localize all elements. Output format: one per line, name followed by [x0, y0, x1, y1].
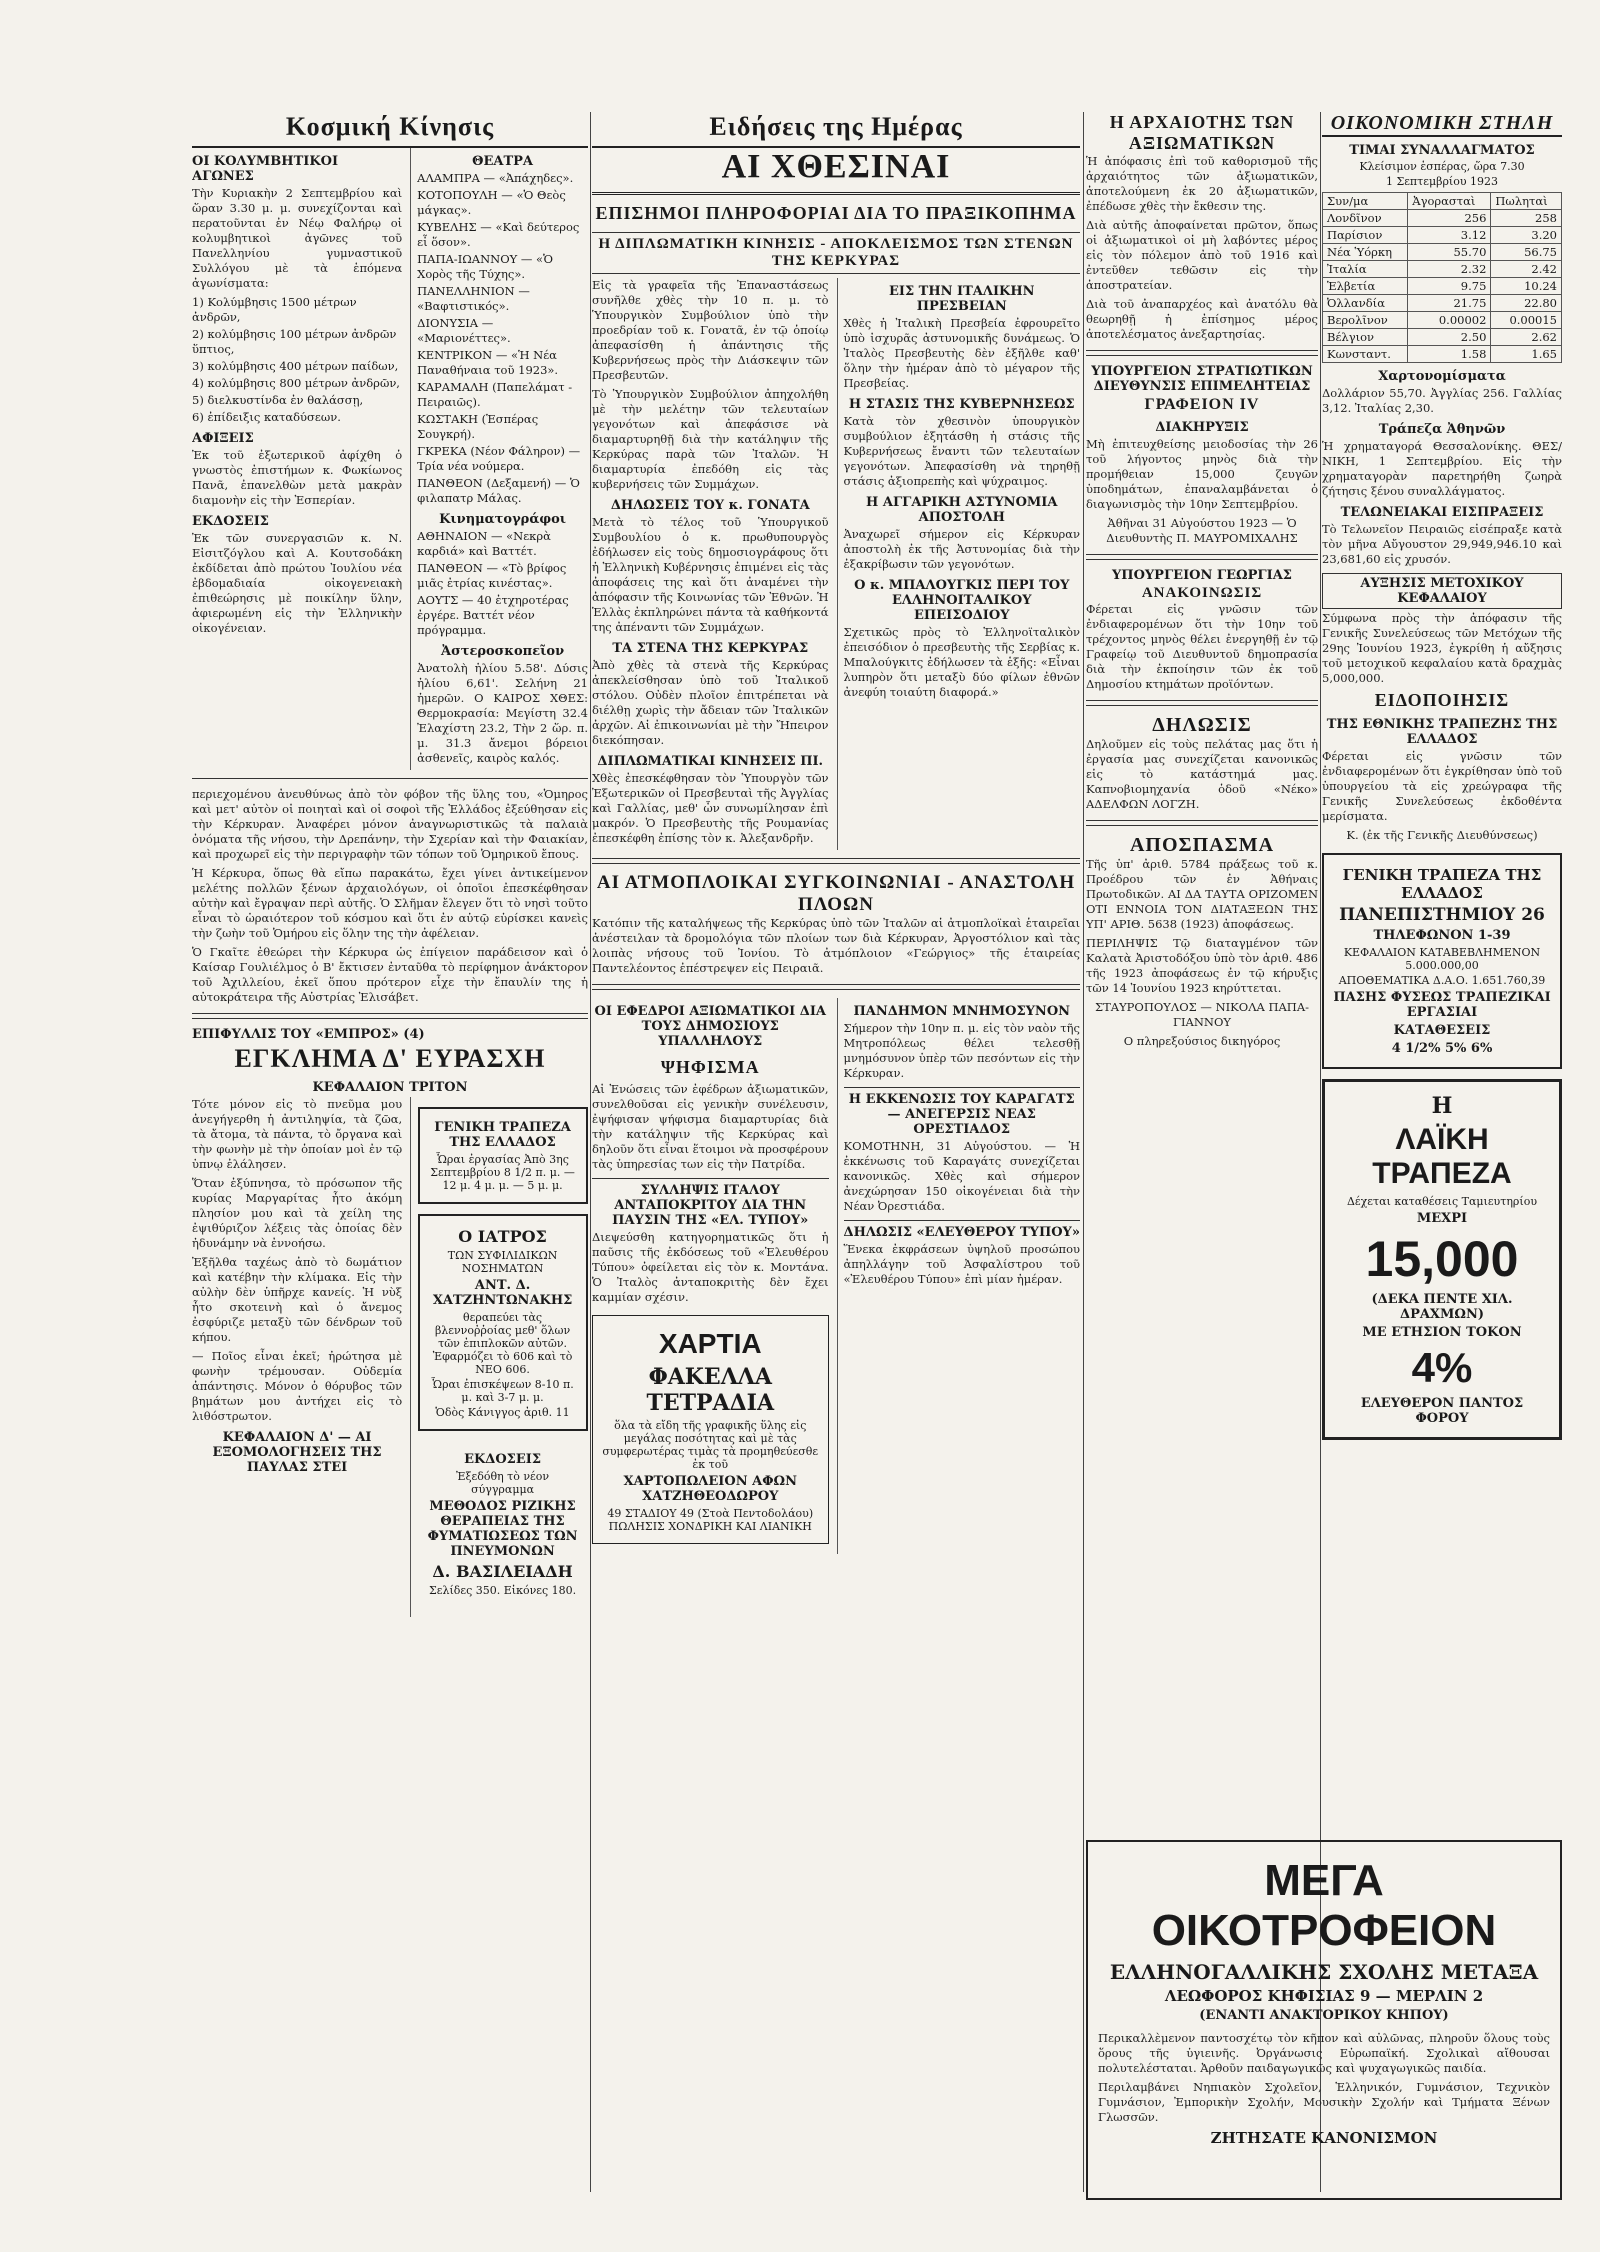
serial-chapter: ΚΕΦΑΛΑΙΟΝ ΤΡΙΤΟΝ: [312, 1080, 468, 1095]
police-heading: Η ΑΓΓΑΡΙΚΗ ΑΣΤΥΝΟΜΙΑ ΑΠΟΣΤΟΛΗ: [866, 495, 1058, 525]
buy-cell: 256: [1408, 210, 1491, 227]
swim-text: Τὴν Κυριακὴν 2 Σεπτεμβρίου καὶ ὥραν 3.30 μ. μ. συνεχίζονται καὶ περατοῦνται ἐν Νέῳ Φαλήρῳ οἱ κολυμβητικοὶ ἀγῶνες τοῦ Πανελληνίου γυμναστικοῦ Συλλόγου μὲ τὰ ἑπόμενα ἀγωνίσματα:: [192, 186, 403, 290]
summary-text: ΠΕΡΙΛΗΨΙΣ Τῷ διαταγμένον τῶν Καλατὰ Ἀριστοδόξου ὑπὸ τὸν ἀριθ. 486 τῆς 1923 ἀποφάσεως ἐν τῷ κήρυξις τῶν 14 Ἰουνίου 1923 κηρύττεται.: [1086, 936, 1318, 995]
currency-cell: Κωνσταντ.: [1323, 346, 1408, 363]
bank-hours-title: ΓΕΝΙΚΗ ΤΡΑΠΕΖΑ ΤΗΣ ΕΛΛΑΔΟΣ: [434, 1120, 571, 1150]
doctor-hours: Ὧραι ἐπισκέψεων 8-10 π. μ. καὶ 3-7 μ. μ.: [431, 1378, 574, 1404]
sell-cell: 2.42: [1491, 261, 1562, 278]
book-ad: [420, 1441, 586, 1607]
boarding-school-text: Περικαλλὲμενον παντοσχέτῳ τὸν κῆπον καὶ αὐλῶνας, πληροῦν ὅλους τοὺς ὅρους τῆς ὑγιεινῆς. Ὀργάνωσις Εὐρωπαϊκή. Σχολικαὶ αἴθουσαι πολυτελέσταται. Ἀρθοῦν παιδαγωγικῶς καὶ ψυχαγωγικῶς παιδία.: [1098, 2031, 1550, 2075]
shipping-text: Κατόπιν τῆς καταλήψεως τῆς Κερκύρας ὑπὸ τῶν Ἰταλῶν αἱ ἀτμοπλοϊκαὶ ἑταιρεῖαι ἀνέστειλαν τὰ δρομολόγια τῶν πλοίων των διὰ Κέρκυραν, Ἀργοστόλιον καὶ τὰς λοιπὰς νήσους τοῦ Ἰονίου. Τὸ ἀτμόπλοιον «Γεώργιος» τῆς ἑταιρείας Παντελέοντος ἐπέστρεψεν εἰς Πειραιᾶ.: [592, 916, 1080, 975]
sell-cell: 2.62: [1491, 329, 1562, 346]
serial-text: — Ποῖος εἶναι ἐκεῖ; ἠρώτησα μὲ φωνὴν τρέμουσαν. Οὐδεμία ἀπάντησις. Μόνον ὁ θόρυβος τῶν βημάτων μου ἀντήχει εἰς τὸ λιθόστρωτον.: [192, 1349, 403, 1423]
table-row: [1323, 244, 1562, 261]
diplomacy-heading: ΔΙΠΛΩΜΑΤΙΚΑΙ ΚΙΝΗΣΕΙΣ ΠΙ.: [597, 754, 824, 769]
capital-heading: ΑΥΞΗΣΙΣ ΜΕΤΟΧΙΚΟΥ ΚΕΦΑΛΑΙΟΥ: [1322, 573, 1562, 609]
press-text: Διεψεύσθη κατηγορηματικῶς ὅτι ἡ παῦσις τῆς ἐκδόσεως τοῦ «Ἐλευθέρου Τύπου» ὀφείλεται εἰς τὸν κ. Μοντάνα. Ὁ Ἰταλὸς ἀνταποκριτὴς δὲν ἔχει καμμίαν σχέσιν.: [592, 1230, 829, 1304]
stationery-subtitle: ΦΑΚΕΛΛΑ ΤΕΤΡΑΔΙΑ: [646, 1364, 775, 1416]
lawyer-title: Ο πληρεξούσιος δικηγόρος: [1123, 1034, 1281, 1048]
theatre-item: ΔΙΟΝΥΣΙΑ — «Μαριονέττες».: [417, 316, 511, 345]
orestiada-heading: Η ΕΚΚΕΝΩΣΙΣ ΤΟΥ ΚΑΡΑΓΑΤΣ — ΑΝΕΓΕΡΣΙΣ ΝΕΑΣ ΟΡΕΣΤΙΑΔΟΣ: [844, 1087, 1081, 1137]
currency-cell: Βερολῖνον: [1323, 312, 1408, 329]
orestiada-text: ΚΟΜΟΤΗΝΗ, 31 Αὐγούστου. — Ἡ ἐκκένωσις τοῦ Καραγάτς συνεχίζεται κανονικῶς. Χθὲς καὶ σήμερον ἀνεχώρησαν 150 οἰκογένειαι διὰ τὴν Νέαν Ὀρεστιάδα.: [843, 1139, 1080, 1213]
theatre-item: ΚΥΒΕΛΗΣ — «Καὶ δεύτερος εἶ ὅσον».: [417, 220, 580, 249]
customs-heading: ΤΕΛΩΝΕΙΑΚΑΙ ΕΙΣΠΡΑΞΕΙΣ: [1340, 505, 1544, 520]
buy-cell: 2.50: [1408, 329, 1491, 346]
divider: [1086, 350, 1318, 356]
popular-bank-amount: 15,000: [1365, 1231, 1519, 1287]
boarding-school-text: Περιλαμβάνει Νηπιακὸν Σχολεῖον, Ἑλληνικόν, Γυμνάσιον, Τεχνικὸν Γυμνάσιον, Ἐμπορικὴν Σχολήν, Μουσικὴν Σχολήν καὶ Τμήματα Ξένων Γλωσσῶν.: [1098, 2080, 1550, 2124]
serial-title: ΕΓΚΛΗΜΑ Δ' ΕΥΡΑΣΧΗ: [234, 1044, 546, 1073]
swim-heading: ΟΙ ΚΟΛΥΜΒΗΤΙΚΟΙ ΑΓΩΝΕΣ: [192, 154, 339, 184]
lead-text: Εἰς τὰ γραφεῖα τῆς Ἐπαναστάσεως συνῆλθε χθὲς τὴν 10 π. μ. τὸ Ὑπουργικὸν Συμβούλιον ὑπὸ τὴν προεδρίαν τοῦ κ. Γονατᾶ, ἐν τῷ ὁποίῳ ἀπεφασίσθη ἡ ἀπάντησις τῆς Κυβερνήσεως πρὸς τὴν Διάσκεψιν τῶν Πρεσβευτῶν.: [592, 278, 829, 382]
table-row: [1323, 278, 1562, 295]
divider: [1086, 700, 1318, 706]
popular-bank-rate: 4%: [1411, 1344, 1473, 1391]
theatre-heading: ΘΕΑΤΡΑ: [472, 154, 533, 169]
popular-bank-article: Η: [1431, 1093, 1453, 1119]
currency-cell: Ἰταλία: [1323, 261, 1408, 278]
buy-cell: 0.00002: [1408, 312, 1491, 329]
banknotes-text: Δολλάριον 55,70. Ἀγγλίας 256. Γαλλίας 3,12. Ἰταλίας 2,30.: [1322, 386, 1562, 415]
serial-text: Τότε μόνον εἰς τὸ πνεῦμα μου ἀνεγήγερθη ἡ ἀντιληψία, τὰ ζῶα, τὰ ἄτομα, τὰ πάντα, τὸ ὄργανα καὶ τὴν φωνὴν μὲ τὴν ὁποίαν μοὶ ἐν τῷ ὑπνῳ ἐλάλησεν.: [192, 1097, 403, 1171]
table-row: [1323, 210, 1562, 227]
ministry-proclamation: ΔΙΑΚΗΡΥΞΙΣ: [1155, 420, 1249, 435]
serial-next-chapter: ΚΕΦΑΛΑΙΟΝ Δ' — ΑΙ ΕΞΟΜΟΛΟΓΗΣΕΙΣ ΤΗΣ ΠΑΥΛΑΣ ΣΤΕΙ: [212, 1430, 382, 1475]
bank-heading: Τράπεζα Ἀθηνῶν: [1378, 422, 1506, 437]
finance-title: ΟΙΚΟΝΟΜΙΚΗ ΣΤΗΛΗ: [1322, 112, 1562, 137]
buy-cell: 1.58: [1408, 346, 1491, 363]
race-item: 1) Κολύμβησις 1500 μέτρων ἀνδρῶν,: [192, 295, 357, 324]
stationery-shop: ΧΑΡΤΟΠΩΛΕΙΟΝ ΑΦΩΝ ΧΑΤΖΗΘΕΟΔΩΡΟΥ: [623, 1474, 797, 1504]
theatre-item: ΚΟΤΟΠΟΥΛΗ — «Ὁ Θεὸς μάγκας».: [417, 188, 566, 217]
divider: [592, 858, 1080, 864]
fx-table: [1322, 192, 1562, 363]
divider: [1086, 554, 1318, 560]
general-bank-reserves: ΑΠΟΘΕΜΑΤΙΚΑ Δ.Α.Ο. 1.651.760,39: [1338, 974, 1546, 987]
press-heading: ΣΥΛΛΗΨΙΣ ΙΤΑΛΟΥ ΑΝΤΑΠΟΚΡΙΤΟΥ ΔΙΑ ΤΗΝ ΠΑΥΣΙΝ ΤΗΣ «ΕΛ. ΤΥΠΟΥ»: [592, 1178, 829, 1228]
book-heading: ΕΚΔΟΣΕΙΣ: [464, 1452, 542, 1467]
boarding-school-address: ΛΕΩΦΟΡΟΣ ΚΗΦΙΣΙΑΣ 9 — ΜΕΡΛΙΝ 2: [1164, 1987, 1484, 2005]
arrivals-heading: ΑΦΙΞΕΙΣ: [192, 431, 254, 446]
sell-cell: 22.80: [1491, 295, 1562, 312]
theatre-item: ΠΑΝΕΛΛΗΝΙΟΝ — «Βαφτιστικός».: [417, 284, 530, 313]
boarding-school-title: ΜΕΓΑ ΟΙΚΟΤΡΟΦΕΙΟΝ: [1151, 1856, 1497, 1955]
cinema-item: ΠΑΝΘΕΟΝ — «Τὸ βρίφος μιᾶς ἐτρίας κινέστας».: [417, 561, 567, 590]
boarding-school-cta: ΖΗΤΗΣΑΤΕ ΚΑΝΟΝΙΣΜΟΝ: [1210, 2129, 1438, 2147]
doctor-ad: [418, 1214, 588, 1431]
table-row: [1323, 346, 1562, 363]
boarding-school-ad: [1086, 1840, 1562, 2200]
currency-cell: Βέλγιον: [1323, 329, 1408, 346]
column-header: Πωληταὶ: [1491, 193, 1562, 210]
cinema-heading: Κινηματογράφοι: [439, 512, 567, 527]
excerpt-text: Τῆς ὑπ' ἀριθ. 5784 πράξεως τοῦ κ. Προέδρου τῶν ἐν Ἀθήναις Πρωτοδικῶν. ΑΙ ΔΑ ΤΑΥΤΑ ΟΡΙΖΟΜΕΝ ΟΤΙ ΕΝΝΟΙΑ ΤΟΝ ΔΙΑΤΑΞΕΩΝ ΤΗΣ ΥΠ' ΑΡΙΘ. 5638 (1923) ἀποφάσεως.: [1086, 857, 1318, 931]
bank-hours-text: Ὧραι ἐργασίας Ἀπὸ 3ης Σεπτεμβρίου 8 1/2 π. μ. — 12 μ. 4 μ. μ. — 5 μ. μ.: [430, 1153, 575, 1192]
race-item: 6) ἐπίδειξις καταδύσεων.: [192, 410, 341, 424]
buy-cell: 3.12: [1408, 227, 1491, 244]
popular-bank-interest-label: ΜΕ ΕΤΗΣΙΟΝ ΤΟΚΟΝ: [1362, 1325, 1522, 1340]
race-item: 5) διελκυστίνδα ἐν θαλάσσῃ,: [192, 393, 364, 407]
shipping-headline: ΑΙ ΑΤΜΟΠΛΟΙΚΑΙ ΣΥΓΚΟΙΝΩΝΙΑΙ - ΑΝΑΣΤΟΛΗ ΠΛΟΩΝ: [596, 872, 1076, 915]
ministry-text: Μὴ ἐπιτευχθείσης μειοδοσίας τὴν 26 τοῦ λήγοντος μηνὸς διὰ τὴν προμήθειαν 15,000 ζευγῶν ὑποδημάτων, ἐπαναλαμβάνεται ὁ διαγωνισμὸς τὴν 10ην Σεπτεμβρίου.: [1086, 437, 1318, 511]
middle-column: [592, 112, 1080, 1554]
left-column: [192, 112, 588, 1617]
officers-headline: Η ΑΡΧΑΙΟΤΗΣ ΤΩΝ ΑΞΙΩΜΑΤΙΚΩΝ: [1109, 112, 1295, 153]
government-stance-text: Κατὰ τὸν χθεσινὸν ὑπουργικὸν συμβούλιον ἐξητάσθη ἡ στάσις τῆς Κυβερνήσεως ἔναντι τῶν τελευταίων γεγονότων. Ἀπεφασίσθη νὰ τηρηθῇ στάσις ἀξιοπρεπὴς καὶ ψύχραιμος.: [843, 414, 1080, 488]
article-text: Ἡ Κέρκυρα, ὅπως θὰ εἴπω παρακάτω, ἔχει γίνει ἀντικείμενον μελέτης πολλῶν ξένων ἀρχαιολόγων, οἱ ὁποῖοι ἐπεσκέφθησαν αὐτὴν καὶ ἔγραψαν περὶ αὐτῆς. Ὁ Σλῆμαν ἔλεγεν ὅτι τὸ νησὶ τοῦτο εἶναι τὸ ὡραιότερον τοῦ κόσμου καὶ ὅτι ἐν αὐτῷ εὑρίσκει κανεὶς τὴν ζωὴν τοῦ Ὁμήρου εἰς ὅλην της τὴν ἀφέλειαν.: [192, 866, 588, 940]
general-bank-address: ΠΑΝΕΠΙΣΤΗΜΙΟΥ 26: [1339, 905, 1545, 925]
divider: [192, 778, 588, 779]
sell-cell: 258: [1491, 210, 1562, 227]
theatre-item: ΠΑΠΑ-ΙΩΑΝΝΟΥ — «Ὁ Χορὸς τῆς Τύχης».: [417, 252, 553, 281]
italy-embassy-heading: ΕΙΣ ΤΗΝ ΙΤΑΛΙΚΗΝ ΠΡΕΣΒΕΙΑΝ: [888, 284, 1035, 314]
general-bank-operations: ΠΑΣΗΣ ΦΥΣΕΩΣ ΤΡΑΠΕΖΙΚΑΙ ΕΡΓΑΣΙΑΙ: [1333, 990, 1551, 1020]
currency-cell: Ὀλλανδία: [1323, 295, 1408, 312]
popular-bank-title: ΛΑΪΚΗ ΤΡΑΠΕΖΑ: [1372, 1123, 1512, 1190]
general-bank-title: ΓΕΝΙΚΗ ΤΡΑΠΕΖΑ ΤΗΣ ΕΛΛΑΔΟΣ: [1342, 866, 1542, 902]
table-header-row: [1323, 193, 1562, 210]
lead-subheadline-2: Η ΔΙΠΛΩΜΑΤΙΚΗ ΚΙΝΗΣΙΣ - ΑΠΟΚΛΕΙΣΜΟΣ ΤΩΝ ΣΤΕΝΩΝ ΤΗΣ ΚΕΡΚΥΡΑΣ: [592, 232, 1080, 274]
boarding-school-name: ΕΛΛΗΝΟΓΑΛΛΙΚΗΣ ΣΧΟΛΗΣ ΜΕΤΑΞΑ: [1109, 1960, 1539, 1984]
sell-cell: 0.00015: [1491, 312, 1562, 329]
publications-text: Ἐκ τῶν συνεργασιῶν κ. Ν. Εἰσιτζόγλου καὶ Α. Κουτσοδάκη ἐκδίδεται ἀπὸ πρώτου Ἰουλίου νέα ἐβδομαδιαία οἰκογενειακὴ ἐπιθεώρησις μὲ ποικίλην ὕλην, ἀφιερωμένη εἰς τὴν Ἑλληνικὴν οἰκογένειαν.: [192, 531, 403, 635]
sell-cell: 56.75: [1491, 244, 1562, 261]
doctor-sub: ΤΩΝ ΣΥΦΙΛΙΔΙΚΩΝ ΝΟΣΗΜΑΤΩΝ: [447, 1249, 558, 1275]
buy-cell: 21.75: [1408, 295, 1491, 312]
observatory-heading: Ἀστεροσκοπεῖον: [441, 644, 565, 659]
free-press-heading: ΔΗΛΩΣΙΣ «ΕΛΕΥΘΕΡΟΥ ΤΥΠΟΥ»: [844, 1220, 1081, 1240]
serbia-text: Σχετικῶς πρὸς τὸ Ἑλληνοϊταλικὸν ἐπεισόδιον ὁ πρεσβευτὴς τῆς Σερβίας κ. Μπαλούγκιτς ἐδήλωσεν τὰ ἑξῆς: «Εἶναι λυπηρὸν ὅτι μεταξὺ δύο φίλων ἐθνῶν ἀνεφύη τοιαύτη διαφορά.»: [843, 625, 1080, 699]
lawyer-name: ΣΤΑΥΡΟΠΟΥΛΟΣ — ΝΙΚΟΛΑ ΠΑΠΑ-ΓΙΑΝΝΟΥ: [1094, 1000, 1310, 1029]
table-row: [1323, 312, 1562, 329]
column-divider: [1083, 112, 1084, 2192]
officers-text: Διὰ αὐτῆς ἀποφαίνεται πρῶτον, ὅπως οἱ ἀξιωματικοὶ οἱ μὴ λαβόντες μέρος εἰς τὸν πόλεμον ἀπὸ τοῦ 1916 καὶ ἐντεῦθεν τεθῶσιν εἰς τὴν ἀποστρατείαν.: [1086, 218, 1318, 292]
general-bank-rates: 4 1/2% 5% 6%: [1391, 1041, 1493, 1056]
doctor-text: θεραπεύει τὰς βλεννοῤῥοίας μεθ' ὅλων τῶν ἐπιπλοκῶν αὐτῶν. Ἐφαρμόζει τὸ 606 καὶ τὸ ΝΕΟ 606.: [432, 1311, 573, 1376]
left-top-split: [192, 148, 588, 770]
agriculture-heading: ΥΠΟΥΡΓΕΙΟΝ ΓΕΩΡΓΙΑΣ: [1112, 568, 1292, 583]
notice-text: Φέρεται εἰς γνῶσιν τῶν ἐνδιαφερομένων ὅτι ἐγκρίθησαν ὑπὸ τοῦ ὑπουργείου τὰ εἰς χρεώγραφα τῆς Γενικῆς Συνελεύσεως ἐκδοθέντα μερίσματα.: [1322, 749, 1562, 823]
serial-header: ΕΠΙΦΥΛΛΙΣ ΤΟΥ «ΕΜΠΡΟΣ» (4): [192, 1027, 425, 1042]
ministry-signature: Ἀθῆναι 31 Αὐγούστου 1923 — Ὁ Διευθυντὴς Π. ΜΑΥΡΟΜΙΧΑΛΗΣ: [1106, 516, 1298, 545]
police-text: Ἀναχωρεῖ σήμερον εἰς Κέρκυραν ἀποστολὴ ἐκ τῆς Ἀστυνομίας διὰ τὴν ἐξακρίβωσιν τῶν γεγονότων.: [843, 527, 1080, 571]
officers-text: Διὰ τοῦ ἀναπαρχέος καὶ ἀνατόλυ θὰ θεωρηθῇ ἡ ἐπίσημος μέρος ἀποτελέσματος ἀνεξαρτησίας.: [1086, 297, 1318, 341]
agriculture-notice: ΑΝΑΚΟΙΝΩΣΙΣ: [1141, 585, 1263, 601]
serial-text: Ἐξῆλθα ταχέως ἀπὸ τὸ δωμάτιον καὶ κατέβην τὴν κλίμακα. Εἰς τὴν αὐλὴν δὲν ὑπῆρχε κανείς. Ἡ νὺξ ἦτο σκοτεινὴ καὶ ὁ ἄνεμος ἐσφύριζε μεταξὺ τῶν δένδρων τοῦ κήπου.: [192, 1255, 403, 1344]
table-row: [1323, 295, 1562, 312]
article-text: Ὁ Γκαῖτε ἐθεώρει τὴν Κέρκυρα ὡς ἐπίγειον παράδεισον καὶ ὁ Καίσαρ Γουλιέλμος ὁ Β' ἔκτισεν ἐνταῦθα τὸ περίφημον ἀνάκτορον τοῦ Ἀχιλλείου, ἐκεῖ ὅπου πρότερον εἶχε τὴν ἔπαυλίν της ἡ αὐτοκράτειρα τῆς Αὐστρίας Ἐλισάβετ.: [192, 945, 588, 1004]
divider: [192, 1013, 588, 1019]
memorial-text: Σήμερον τὴν 10ην π. μ. εἰς τὸν ναὸν τῆς Μητροπόλεως θέλει τελεσθῇ μνημόσυνον ὑπὲρ τῶν πεσόντων εἰς τὴν Κέρκυραν.: [843, 1021, 1080, 1080]
theatre-item: ΚΩΣΤΑΚΗ (Ἑσπέρας Σουγκρή).: [417, 412, 539, 441]
excerpt-heading: ΑΠΟΣΠΑΣΜΑ: [1129, 834, 1275, 856]
section-title-news: Ειδήσεις της Ημέρας: [592, 112, 1080, 148]
popular-bank-ad: [1322, 1079, 1562, 1440]
stationery-title: ΧΑΡΤΙΑ: [658, 1328, 762, 1359]
buy-cell: 55.70: [1408, 244, 1491, 261]
publications-heading: ΕΚΔΟΣΕΙΣ: [192, 514, 269, 529]
column-divider: [590, 112, 591, 2192]
divider: [592, 984, 1080, 990]
popular-bank-tax-free: ΕΛΕΥΘΕΡΟΝ ΠΑΝΤΟΣ ΦΟΡΟΥ: [1360, 1396, 1524, 1426]
general-bank-deposits: ΚΑΤΑΘΕΣΕΙΣ: [1393, 1023, 1491, 1038]
column-header: Ἀγορασταὶ: [1408, 193, 1491, 210]
lead-text: Τὸ Ὑπουργικὸν Συμβούλιον ἀπηχολήθη μὲ τὴν μελέτην τῶν τελευταίων γεγονότων καὶ ἀπεφάσισε νὰ διαμαρτυρηθῇ διὰ τὴν κατάληψιν τῆς Κερκύρας παρὰ τῶν Ἰταλῶν. Ἡ διαμαρτυρία ἐπεδόθη εἰς τὰς κυβερνήσεις τῶν Συμμάχων.: [592, 387, 829, 491]
serial-text: Ὅταν ἐξύπνησα, τὸ πρόσωπον τῆς κυρίας Μαργαρίτας ἦτο ἀκόμη πλησίον μου καὶ τὰ χείλη της ἐψιθύριζον λέξεις τὰς ὁποίας δὲν ἠδυνάμην νὰ ἐννοήσω.: [192, 1176, 403, 1250]
gonatas-heading: ΔΗΛΩΣΕΙΣ ΤΟΥ κ. ΓΟΝΑΤΑ: [610, 498, 810, 513]
agriculture-text: Φέρεται εἰς γνῶσιν τῶν ἐνδιαφερομένων ὅτι τὴν 10ην τοῦ τρέχοντος μηνὸς θέλει ἐνεργηθῇ ἐν τῷ Γραφείῳ τοῦ Διευθυντοῦ δημοπρασία διὰ τὴν ἐκποίησιν τῶν ἐκ τοῦ Δημοσίου κτημάτων προϊόντων.: [1086, 602, 1318, 691]
fx-heading: ΤΙΜΑΙ ΣΥΝΑΛΛΑΓΜΑΤΟΣ: [1349, 143, 1535, 158]
article-text: περιεχομένου ἀνευθύνως ἀπὸ τὸν φόβον τῆς ὕλης του, «Ὁμηρος καὶ μετ' αὐτὸν οἱ ποιηταὶ καὶ οἱ σοφοὶ τῆς Ἑλλάδος ἐξεύθησαν εἰς τὴν Κέρκυραν. Ἀναφέρει μόνον ἀναγνωριστικῶς τὰ παλαιὰ ὀνόματα τῆς νήσου, τὴν Δρεπάνην, τὴν Σχερίαν καὶ τὴν Φαιακίαν, καὶ προχωρεῖ εἰς τὴν περιγραφὴν τῶν τόπων τοῦ Ὁμηρικοῦ ἔπους.: [192, 787, 588, 861]
free-press-text: Ἕνεκα ἐκφράσεων ὑψηλοῦ προσώπου ἀπηλλάγην τοῦ Ἀσφαλίστρου τοῦ «Ἐλευθέρου Τύπου» ἐπὶ μίαν ἡμέραν.: [843, 1242, 1080, 1286]
fx-close-time: Κλείσιμον ἑσπέρας, ὥρα 7.30: [1359, 160, 1525, 173]
book-sub: Ἐξεδόθη τὸ νέον σύγγραμμα: [456, 1470, 550, 1496]
resolution-text: Αἱ Ἑνώσεις τῶν ἐφέδρων ἀξιωματικῶν, συνελθοῦσαι εἰς γενικὴν συνέλευσιν, ἐψήφισαν ψήφισμα διαμαρτυρίας διὰ τὴν κατάληψιν τῆς Κερκύρας καὶ δηλοῦν ὅτι εἶναι ἕτοιμοι νὰ προσφέρουν τὰς ὑπηρεσίας των εἰς τὴν Πατρίδα.: [592, 1082, 829, 1171]
notice-sub: ΤΗΣ ΕΘΝΙΚΗΣ ΤΡΑΠΕΖΗΣ ΤΗΣ ΕΛΛΑΔΟΣ: [1326, 717, 1558, 747]
cinema-item: ΑΟΥΤΣ — 40 ἐτχηροτέρας ἐργέρε. Βαττέτ νέον πρόγραμμα.: [417, 593, 569, 637]
table-row: [1323, 329, 1562, 346]
boarding-school-address-note: (ΕΝΑΝΤΙ ΑΝΑΚΤΟΡΙΚΟΥ ΚΗΠΟΥ): [1199, 2008, 1449, 2023]
book-pages: Σελίδες 350. Εἰκόνες 180.: [429, 1584, 577, 1597]
italy-embassy-text: Χθὲς ἡ Ἰταλικὴ Πρεσβεία ἐφρουρεῖτο ὑπὸ ἰσχυρᾶς ἀστυνομικῆς δυνάμεως. Ὁ Ἰταλὸς Πρεσβευτὴς δὲν ἐξῆλθε καθ' ὅλην τὴν ἡμέραν ἀπὸ τὸ μέγαρον τῆς Πρεσβείας.: [843, 316, 1080, 390]
race-item: 4) κολύμβησις 800 μέτρων ἀνδρῶν,: [192, 376, 400, 390]
popular-bank-words: (ΔΕΚΑ ΠΕΝΤΕ ΧΙΛ. ΔΡΑΧΜΩΝ): [1371, 1292, 1513, 1322]
lead-subheadline: ΕΠΙΣΗΜΟΙ ΠΛΗΡΟΦΟΡΙΑΙ ΔΙΑ ΤΟ ΠΡΑΞΙΚΟΠΗΜΑ: [595, 203, 1077, 223]
general-bank-phone: ΤΗΛΕΦΩΝΟΝ 1-39: [1373, 928, 1511, 943]
section-title-social: Κοσμική Κίνησις: [192, 112, 588, 148]
stationery-text: ὅλα τὰ εἴδη τῆς γραφικῆς ὕλης εἰς μεγάλας ποσότητας καὶ μὲ τὰς συμφερωτέρας τιμὰς τὰ προμηθεύεσθε ἐκ τοῦ: [602, 1419, 819, 1471]
theatre-item: ΚΑΡΑΜΑΛΗ (Παπελάματ - Πειραιῶς).: [417, 380, 573, 409]
notice-signature: Κ. (ἐκ τῆς Γενικῆς Διευθύνσεως): [1346, 828, 1538, 842]
sell-cell: 1.65: [1491, 346, 1562, 363]
gonatas-text: Μετὰ τὸ τέλος τοῦ Ὑπουργικοῦ Συμβουλίου ὁ κ. πρωθυπουργὸς ἐδήλωσεν εἰς τοὺς δημοσιογράφους ὅτι ἡ Ἑλληνικὴ Κυβέρνησις ἐπιμένει εἰς τὰς ἀποφάσεις της καὶ ὅτι ἀναμένει τὴν ἀπόφασιν τῆς Κοινωνίας τῶν Ἐθνῶν. Ἡ Ἑλλὰς ἐκπληρώνει πάντα τὰ καθήκοντά της ἀπέναντι τῶν Συμμάχων.: [592, 515, 829, 634]
straits-text: Ἀπὸ χθὲς τὰ στενὰ τῆς Κερκύρας ἀπεκλείσθησαν ὑπὸ τοῦ Ἰταλικοῦ στόλου. Οὐδὲν πλοῖον ἐπιτρέπεται νὰ διέλθῃ χωρὶς τὴν ἄδειαν τῶν Ἰταλικῶν ἀρχῶν. Αἱ ἐπικοινωνίαι μὲ τὴν Ἤπειρον διεκόπησαν.: [592, 658, 829, 747]
government-stance-heading: Η ΣΤΑΣΙΣ ΤΗΣ ΚΥΒΕΡΝΗΣΕΩΣ: [848, 397, 1075, 412]
table-row: [1323, 261, 1562, 278]
notice-heading: ΕΙΔΟΠΟΙΗΣΙΣ: [1374, 690, 1510, 710]
race-item: 2) κολύμβησις 100 μέτρων ἀνδρῶν ὕπτιος,: [192, 327, 397, 356]
doctor-address: Ὁδὸς Κάνιγγος ἀριθ. 11: [435, 1406, 570, 1419]
currency-cell: Ἑλβετία: [1323, 278, 1408, 295]
capital-text: Σύμφωνα πρὸς τὴν ἀπόφασιν τῆς Γενικῆς Συνελεύσεως τῶν Μετόχων τῆς 29ης Ἰουνίου 1923, ἐγκρίθη ἡ αὔξησις τοῦ μετοχικοῦ κεφαλαίου κατὰ δραχμὰς 5,000,000.: [1322, 611, 1562, 685]
theatre-item: ΚΕΝΤΡΙΚΟΝ — «Ἡ Νέα Παναθήναια τοῦ 1923».: [417, 348, 559, 377]
declaration-heading: ΔΗΛΩΣΙΣ: [1152, 714, 1252, 736]
cinema-item: ΑΘΗΝΑΙΟΝ — «Νεκρὰ καρδιά» καὶ Βαττέτ.: [417, 529, 551, 558]
popular-bank-sub: Δέχεται καταθέσεις Ταμιευτηρίου: [1346, 1195, 1538, 1208]
banknotes-heading: Χαρτονομίσματα: [1378, 369, 1506, 384]
resolution-heading: ΨΗΦΙΣΜΑ: [660, 1057, 760, 1077]
general-bank-capital: ΚΕΦΑΛΑΙΟΝ ΚΑΤΑΒΕΒΛΗΜΕΝΟΝ 5.000.000,00: [1343, 946, 1541, 972]
race-item: 3) κολύμβησις 400 μέτρων παίδων,: [192, 359, 399, 373]
declaration-text: Δηλοῦμεν εἰς τοὺς πελάτας μας ὅτι ἡ ἐργασία μας συνεχίζεται κανονικῶς εἰς τὸ κατάστημά μας. Καπνοβιομηχανία ὁδοῦ «Νέκο» ΑΔΕΛΦΩΝ ΛΟΓΖΗ.: [1086, 737, 1318, 811]
doctor-name: ΑΝΤ. Δ. ΧΑΤΖΗΝΤΩΝΑΚΗΣ: [432, 1278, 573, 1308]
book-title: ΜΕΘΟΔΟΣ ΡΙΖΙΚΗΣ ΘΕΡΑΠΕΙΑΣ ΤΗΣ ΦΥΜΑΤΙΩΣΕΩΣ ΤΩΝ ΠΝΕΥΜΟΝΩΝ: [427, 1499, 578, 1559]
popular-bank-upto: ΜΕΧΡΙ: [1416, 1211, 1468, 1226]
ministry-heading: ΥΠΟΥΡΓΕΙΟΝ ΣΤΡΑΤΙΩΤΙΚΩΝ ΔΙΕΥΘΥΝΣΙΣ ΕΠΙΜΕΛΗΤΕΙΑΣ: [1091, 364, 1313, 394]
sell-cell: 10.24: [1491, 278, 1562, 295]
sell-cell: 3.20: [1491, 227, 1562, 244]
bank-hours-ad: [418, 1107, 588, 1204]
currency-cell: Παρίσιον: [1323, 227, 1408, 244]
doctor-title: Ο ΙΑΤΡΟΣ: [458, 1227, 547, 1246]
customs-text: Τὸ Τελωνεῖον Πειραιῶς εἰσέπραξε κατὰ τὸν μῆνα Αὔγουστον 29,949,946.10 καὶ 23,681,60 εἰς χρυσόν.: [1322, 522, 1562, 566]
general-bank-ad: [1322, 853, 1562, 1069]
memorial-heading: ΠΑΝΔΗΜΟΝ ΜΝΗΜΟΣΥΝΟΝ: [853, 1004, 1071, 1019]
table-row: [1323, 227, 1562, 244]
finance-column: [1322, 112, 1562, 1450]
race-list: [192, 295, 402, 425]
divider: [1086, 820, 1318, 826]
theatre-item: ΓΚΡΕΚΑ (Νέον Φάληρον) — Τρία νέα νούμερα.: [417, 444, 581, 473]
stationery-address: 49 ΣΤΑΔΙΟΥ 49 (Στοὰ Πεντοδολάου) ΠΩΛΗΣΙΣ ΧΟΝΔΡΙΚΗ ΚΑΙ ΛΙΑΝΙΚΗ: [607, 1507, 814, 1533]
buy-cell: 2.32: [1408, 261, 1491, 278]
theatre-item: ΠΑΝΘΕΟΝ (Δεξαμενή) — Ὁ φιλαπατρ Μάλας.: [417, 476, 580, 505]
currency-cell: Νέα Ὑόρκη: [1323, 244, 1408, 261]
fx-date: 1 Σεπτεμβρίου 1923: [1385, 175, 1499, 188]
currency-cell: Λονδῖνον: [1323, 210, 1408, 227]
arrivals-text: Ἐκ τοῦ ἐξωτερικοῦ ἀφίχθη ὁ γνωστὸς ἐπιστήμων κ. Φωκίωνος Πανᾶ, ἐπανελθὼν μετὰ μακρὰν διαμονὴν εἰς τὴν Ἑσπερίαν.: [192, 448, 403, 507]
theatre-item: ΑΛΑΜΠΡΑ — «Ἀπάχηδες».: [417, 171, 574, 185]
ministry-office: ΓΡΑΦΕΙΟΝ IV: [1144, 396, 1260, 413]
officers-text: Ἡ ἀπόφασις ἐπὶ τοῦ καθορισμοῦ τῆς ἀρχαιότητος τῶν ἀξιωματικῶν, ἀποτελούμενη ἐκ 20 ἀξιωματικῶν, ἐπέδωσε χθὲς τὴν ἔκθεσιν της.: [1086, 154, 1318, 213]
reserve-officers-heading: ΟΙ ΕΦΕΔΡΟΙ ΑΞΙΩΜΑΤΙΚΟΙ ΔΙΑ ΤΟΥΣ ΔΗΜΟΣΙΟΥΣ ΥΠΑΛΛΗΛΟΥΣ: [594, 1004, 826, 1049]
bank-text: Ἡ χρηματαγορά Θεσσαλονίκης. ΘΕΣ/ΝΙΚΗ, 1 Σεπτεμβρίου. Εἰς τὴν χρηματαγορὰν παρετηρήθη ζωηρὰ ζήτησις ξένου συναλλάγματος.: [1322, 439, 1562, 498]
column-header: Συν/μα: [1323, 193, 1408, 210]
serbia-heading: Ο κ. ΜΠΑΛΟΥΓΚΙΣ ΠΕΡΙ ΤΟΥ ΕΛΛΗΝΟΙΤΑΛΙΚΟΥ ΕΠΕΙΣΟΔΙΟΥ: [854, 578, 1070, 623]
stationery-ad: [592, 1315, 829, 1544]
straits-heading: ΤΑ ΣΤΕΝΑ ΤΗΣ ΚΕΡΚΥΡΑΣ: [612, 641, 809, 656]
lead-headline: ΑΙ ΧΘΕΣΙΝΑΙ: [592, 148, 1080, 195]
right-column: [1086, 112, 1318, 1053]
book-author: Δ. ΒΑΣΙΛΕΙΑΔΗ: [432, 1562, 573, 1581]
observatory-text: Ἀνατολὴ ἡλίου 5.58'. Δύσις ἡλίου 6,61'. Σελήνη 21 ἡμερῶν. Ο ΚΑΙΡΟΣ ΧΘΕΣ: Θερμοκρασία: Μεγίστη 32.4 Ἐλαχίστη 23.2, Τὴν 2 ὥρ. π. μ. 31.3 ἄνεμοι βόρειοι ἀσθενεῖς, καιρὸς καλός.: [417, 661, 588, 765]
buy-cell: 9.75: [1408, 278, 1491, 295]
diplomacy-text: Χθὲς ἐπεσκέφθησαν τὸν Ὑπουργὸν τῶν Ἐξωτερικῶν οἱ Πρεσβευταὶ τῆς Ἀγγλίας καὶ Γαλλίας, μεθ' ὧν συνωμίλησαν ἐπὶ μακρόν. Ὁ Πρεσβευτὴς τῆς Ρουμανίας ἐπεσκέφθη ἐπίσης τὸν κ. Ἀλεξανδρῆν.: [592, 771, 829, 845]
